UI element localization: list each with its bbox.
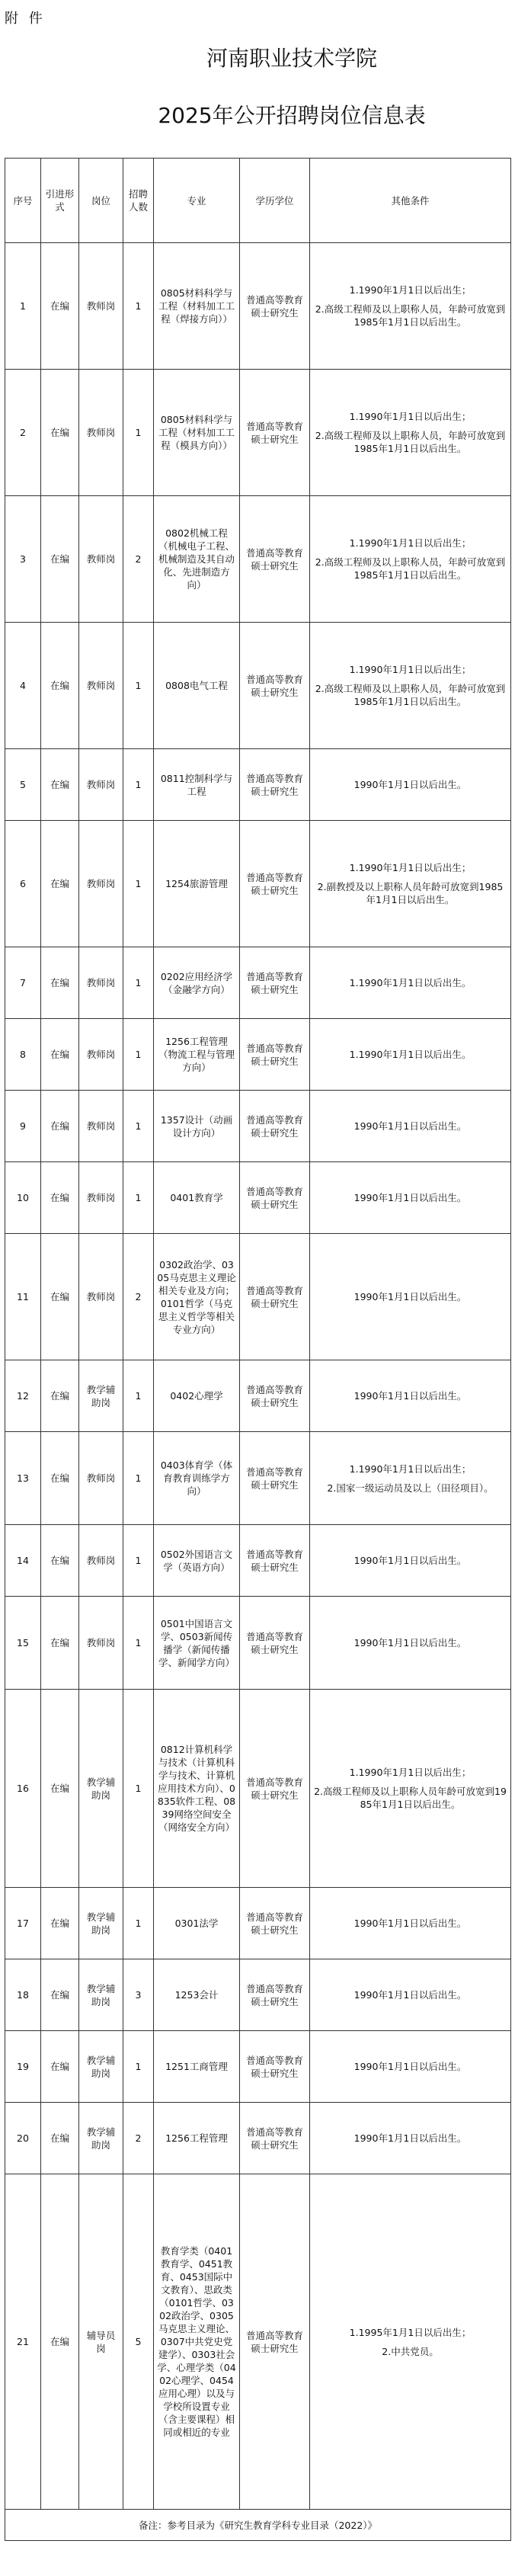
cell-post: 教学辅助岗 [79,2103,123,2174]
cell-degree: 普通高等教育硕士研究生 [240,1959,310,2031]
cell-major: 0301法学 [154,1888,240,1959]
cell-form: 在编 [41,1091,79,1162]
table-row [5,1888,511,1959]
condition-line: 1.1990年1月1日以后出生； [349,1767,472,1778]
table-row [5,1959,511,2031]
cell-form: 在编 [41,749,79,821]
cell-seq: 14 [5,1525,41,1597]
condition-line: 1.1990年1月1日以后出生； [349,411,472,422]
cell-degree: 普通高等教育硕士研究生 [240,2174,310,2510]
cell-post: 教学辅助岗 [79,2031,123,2103]
header-other: 其他条件 [310,159,511,243]
condition-line: 2.高级工程师及以上职称人员，年龄可放宽到1985年1月1日以后出生。 [315,430,506,454]
condition-line: 2.高级工程师及以上职称人员，年龄可放宽到1985年1月1日以后出生。 [315,556,506,581]
cell-count: 1 [123,749,154,821]
cell-form: 在编 [41,1959,79,2031]
cell-form: 在编 [41,1019,79,1091]
cell-post: 教师岗 [79,1597,123,1690]
cell-other [310,2031,511,2103]
cell-form: 在编 [41,947,79,1019]
cell-post: 教师岗 [79,1234,123,1360]
cell-major: 0501中国语言文学、0503新闻传播学（新闻传播学、新闻学方向） [154,1597,240,1690]
table-row [5,1597,511,1690]
table-row [5,2031,511,2103]
cell-other [310,1360,511,1432]
table-row [5,2174,511,2510]
cell-seq: 16 [5,1690,41,1888]
cell-post: 教学辅助岗 [79,1959,123,2031]
cell-count: 1 [123,1019,154,1091]
cell-form: 在编 [41,2103,79,2174]
cell-form: 在编 [41,2174,79,2510]
condition-line: 1990年1月1日以后出生。 [353,1120,467,1132]
cell-other [310,1432,511,1525]
cell-count: 1 [123,1525,154,1597]
cell-seq: 20 [5,2103,41,2174]
cell-major: 教育学类（0401教育学、0451教育、0453国际中文教育）、思政类（0101哲学、0302政治学、0305马克思主义理论、0307中共党史党建学）、0303社会学、心理学类（0402心理学、0454应用心理）以及与学校所设置专业（含主要课程）相同或相近的专业 [154,2174,240,2510]
table-row [5,1525,511,1597]
condition-line: 1990年1月1日以后出生。 [353,779,467,790]
cell-other [310,1019,511,1091]
cell-degree: 普通高等教育硕士研究生 [240,623,310,749]
cell-count: 1 [123,2031,154,2103]
cell-degree: 普通高等教育硕士研究生 [240,1432,310,1525]
cell-count: 1 [123,821,154,947]
table-row [5,1162,511,1234]
table-row [5,821,511,947]
cell-seq: 3 [5,496,41,623]
table-row [5,2103,511,2174]
cell-seq: 1 [5,243,41,370]
cell-major: 0802机械工程（机械电子工程、机械制造及其自动化、先进制造方向） [154,496,240,623]
cell-major: 0808电气工程 [154,623,240,749]
condition-line: 1990年1月1日以后出生。 [353,1192,467,1203]
cell-major: 1254旅游管理 [154,821,240,947]
condition-line: 1990年1月1日以后出生。 [353,1291,467,1302]
table-row [5,243,511,370]
cell-form: 在编 [41,1690,79,1888]
cell-degree: 普通高等教育硕士研究生 [240,496,310,623]
cell-degree: 普通高等教育硕士研究生 [240,243,310,370]
cell-degree: 普通高等教育硕士研究生 [240,1597,310,1690]
cell-degree: 普通高等教育硕士研究生 [240,947,310,1019]
cell-other [310,496,511,623]
cell-degree: 普通高等教育硕士研究生 [240,1525,310,1597]
cell-form: 在编 [41,1432,79,1525]
cell-count: 1 [123,1360,154,1432]
cell-degree: 普通高等教育硕士研究生 [240,1690,310,1888]
cell-count: 1 [123,623,154,749]
cell-form: 在编 [41,1360,79,1432]
cell-count: 1 [123,1888,154,1959]
cell-form: 在编 [41,1888,79,1959]
condition-line: 1990年1月1日以后出生。 [353,2061,467,2072]
cell-seq: 9 [5,1091,41,1162]
cell-form: 在编 [41,1234,79,1360]
cell-degree: 普通高等教育硕士研究生 [240,749,310,821]
table-row [5,1234,511,1360]
cell-seq: 12 [5,1360,41,1432]
cell-other [310,2174,511,2510]
cell-post: 教师岗 [79,1525,123,1597]
cell-degree: 普通高等教育硕士研究生 [240,2103,310,2174]
condition-line: 1990年1月1日以后出生。 [353,1555,467,1566]
cell-seq: 17 [5,1888,41,1959]
table-row [5,623,511,749]
cell-major: 0811控制科学与工程 [154,749,240,821]
header-degree: 学历学位 [240,159,310,243]
cell-degree: 普通高等教育硕士研究生 [240,1234,310,1360]
cell-post: 辅导员岗 [79,2174,123,2510]
cell-post: 教学辅助岗 [79,1888,123,1959]
document-title: 河南职业技术学院 [206,46,377,71]
cell-post: 教师岗 [79,243,123,370]
table-row [5,1019,511,1091]
cell-seq: 11 [5,1234,41,1360]
table-row [5,947,511,1019]
cell-post: 教师岗 [79,1432,123,1525]
cell-post: 教师岗 [79,821,123,947]
cell-seq: 15 [5,1597,41,1690]
condition-line: 2.国家一级运动员及以上（田径项目）。 [327,1482,494,1494]
header-post: 岗位 [79,159,123,243]
cell-major: 0402心理学 [154,1360,240,1432]
cell-seq: 19 [5,2031,41,2103]
cell-post: 教学辅助岗 [79,1360,123,1432]
cell-major: 1251工商管理 [154,2031,240,2103]
header-major: 专业 [154,159,240,243]
cell-seq: 4 [5,623,41,749]
job-table [5,158,511,2541]
cell-seq: 6 [5,821,41,947]
cell-form: 在编 [41,370,79,496]
cell-form: 在编 [41,1162,79,1234]
cell-post: 教师岗 [79,1019,123,1091]
cell-count: 2 [123,2103,154,2174]
cell-major: 0403体育学（体育教育训练学方向） [154,1432,240,1525]
table-row [5,370,511,496]
cell-form: 在编 [41,1525,79,1597]
condition-line: 2.中共党员。 [382,2345,439,2357]
cell-major: 0805材料科学与工程（材料加工工程（焊接方向）） [154,243,240,370]
cell-post: 教师岗 [79,623,123,749]
cell-degree: 普通高等教育硕士研究生 [240,1360,310,1432]
cell-post: 教师岗 [79,1162,123,1234]
condition-line: 1990年1月1日以后出生。 [353,1637,467,1648]
cell-post: 教师岗 [79,749,123,821]
cell-other [310,370,511,496]
cell-degree: 普通高等教育硕士研究生 [240,1888,310,1959]
cell-post: 教师岗 [79,947,123,1019]
cell-other [310,623,511,749]
cell-major: 0202应用经济学（金融学方向） [154,947,240,1019]
attachment-label: 附 件 [5,11,46,27]
cell-major: 0805材料科学与工程（材料加工工程（模具方向）） [154,370,240,496]
cell-other [310,243,511,370]
cell-degree: 普通高等教育硕士研究生 [240,1019,310,1091]
cell-other [310,1525,511,1597]
cell-count: 1 [123,243,154,370]
condition-line: 1.1990年1月1日以后出生； [349,537,472,549]
cell-other [310,1959,511,2031]
cell-post: 教师岗 [79,1091,123,1162]
cell-seq: 8 [5,1019,41,1091]
cell-other [310,1162,511,1234]
note-row [5,2510,511,2541]
cell-form: 在编 [41,1597,79,1690]
table-header-row [5,159,511,243]
cell-count: 3 [123,1959,154,2031]
condition-line: 1.1990年1月1日以后出生； [349,862,472,873]
condition-line: 1.1990年1月1日以后出生； [349,664,472,675]
cell-count: 2 [123,1234,154,1360]
header-seq: 序号 [5,159,41,243]
cell-seq: 7 [5,947,41,1019]
cell-seq: 13 [5,1432,41,1525]
cell-form: 在编 [41,243,79,370]
cell-degree: 普通高等教育硕士研究生 [240,370,310,496]
cell-form: 在编 [41,623,79,749]
cell-form: 在编 [41,821,79,947]
cell-post: 教学辅助岗 [79,1690,123,1888]
condition-line: 2.高级工程师及以上职称人员，年龄可放宽到1985年1月1日以后出生。 [315,683,506,707]
cell-count: 1 [123,1091,154,1162]
cell-major: 1256工程管理（物流工程与管理方向） [154,1019,240,1091]
cell-count: 1 [123,947,154,1019]
cell-degree: 普通高等教育硕士研究生 [240,1091,310,1162]
condition-line: 1.1990年1月1日以后出生； [349,284,472,296]
cell-other [310,1091,511,1162]
condition-line: 1.1990年1月1日以后出生； [349,1463,472,1475]
table-row [5,496,511,623]
cell-seq: 18 [5,1959,41,2031]
cell-other [310,1597,511,1690]
condition-line: 2.高级工程师及以上职称人员，年龄可放宽到1985年1月1日以后出生。 [315,303,506,328]
cell-other [310,947,511,1019]
cell-post: 教师岗 [79,496,123,623]
note-text: 备注：参考目录为《研究生教育学科专业目录（2022）》 [5,2510,511,2541]
cell-major: 1357设计（动画设计方向） [154,1091,240,1162]
cell-form: 在编 [41,496,79,623]
cell-count: 1 [123,1162,154,1234]
cell-major: 0812计算机科学与技术（计算机科学与技术、计算机应用技术方向）、0835软件工程、0839网络空间安全（网络安全方向） [154,1690,240,1888]
cell-count: 2 [123,496,154,623]
cell-post: 教师岗 [79,370,123,496]
header-form: 引进形式 [41,159,79,243]
cell-other [310,821,511,947]
condition-line: 1.1990年1月1日以后出生。 [349,1049,472,1060]
cell-degree: 普通高等教育硕士研究生 [240,1162,310,1234]
table-row [5,1360,511,1432]
table-row [5,1091,511,1162]
condition-line: 1990年1月1日以后出生。 [353,1918,467,1929]
header-count: 招聘人数 [123,159,154,243]
cell-other [310,2103,511,2174]
table-row [5,749,511,821]
cell-count: 1 [123,1432,154,1525]
cell-major: 1253会计 [154,1959,240,2031]
cell-seq: 5 [5,749,41,821]
condition-line: 2.副教授及以上职称人员年龄可放宽到1985年1月1日以后出生。 [317,881,504,905]
cell-other [310,749,511,821]
condition-line: 1990年1月1日以后出生。 [353,2132,467,2144]
cell-other [310,1888,511,1959]
cell-count: 1 [123,1597,154,1690]
cell-other [310,1234,511,1360]
cell-degree: 普通高等教育硕士研究生 [240,2031,310,2103]
cell-major: 0302政治学、0305马克思主义理论相关专业及方向；0101哲学（马克思主义哲学等相关专业方向） [154,1234,240,1360]
cell-seq: 21 [5,2174,41,2510]
condition-line: 1990年1月1日以后出生。 [353,1989,467,2001]
condition-line: 1.1995年1月1日以后出生； [349,2326,472,2338]
cell-count: 5 [123,2174,154,2510]
cell-count: 1 [123,370,154,496]
condition-line: 2.高级工程师及以上职称人员年龄可放宽到1985年1月1日以后出生。 [314,1786,507,1810]
cell-seq: 10 [5,1162,41,1234]
cell-count: 1 [123,1690,154,1888]
table-row [5,1690,511,1888]
condition-line: 1.1990年1月1日以后出生。 [349,977,472,988]
table-row [5,1432,511,1525]
cell-seq: 2 [5,370,41,496]
cell-degree: 普通高等教育硕士研究生 [240,821,310,947]
condition-line: 1990年1月1日以后出生。 [353,1390,467,1402]
cell-form: 在编 [41,2031,79,2103]
cell-major: 1256工程管理 [154,2103,240,2174]
cell-major: 0401教育学 [154,1162,240,1234]
document-subtitle: 2025年公开招聘岗位信息表 [158,103,426,128]
cell-major: 0502外国语言文学（英语方向） [154,1525,240,1597]
cell-other [310,1690,511,1888]
